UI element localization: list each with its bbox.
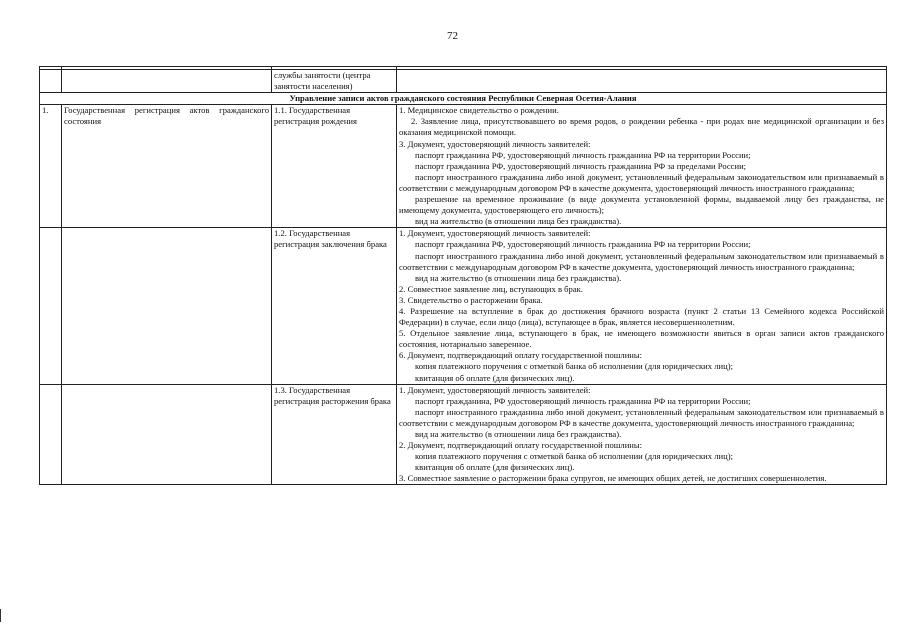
doc-line: вид на жительство (в отношении лица без гражданства). xyxy=(415,429,622,439)
doc-line: 2. Заявление лица, присутствовавшего во время родов, о рождении ребенка - при родах вне медицинской организации и без оказания медицинской помощи. xyxy=(399,116,884,138)
service-name-birth: 1.1. Государственная регистрация рождения xyxy=(272,105,397,228)
doc-line: паспорт гражданина, РФ удостоверяющий личность гражданина РФ на территории России; xyxy=(415,395,751,406)
doc-line: квитанция об оплате (для физических лиц). xyxy=(415,462,575,473)
doc-line: 3. Свидетельство о расторжении брака. xyxy=(399,294,543,305)
row-number: 1. xyxy=(40,105,62,228)
doc-line: 5. Отдельное заявление лица, вступающего в брак, не имеющего возможности явиться в орган записи актов гражданского состояния, нотариально заверенное. xyxy=(399,328,884,350)
doc-line: 3. Совместное заявление о расторжении брака супругов, не имеющих общих детей, не достигших совершеннолетия. xyxy=(399,473,827,484)
page-edge-mark xyxy=(0,609,1,622)
page-number: 72 xyxy=(447,30,458,42)
doc-line: паспорт гражданина РФ, удостоверяющий личность гражданина РФ за пределами России; xyxy=(415,160,747,171)
doc-line: копия платежного поручения с отметкой банка об исполнении (для юридических лиц); xyxy=(415,451,733,462)
doc-line: 1. Документ, удостоверяющий личность заявителей: xyxy=(399,384,591,395)
doc-line: копия платежного поручения с отметкой банка об исполнении (для юридических лиц); xyxy=(415,361,733,372)
documents-marriage xyxy=(397,228,887,384)
table-row-marriage xyxy=(40,228,887,384)
documents-birth xyxy=(397,105,887,228)
table-row-divorce xyxy=(40,384,887,485)
service-group-name: Государственная регистрация актов гражданского состояния xyxy=(62,105,272,228)
doc-line: разрешение на временное проживание (в виде документа установленной формы, выдаваемой лицу без гражданства, не имеющему документа, удостоверяющего его личность); xyxy=(399,194,884,216)
employment-service-cell: службы занятости (центра занятости населения) xyxy=(272,70,397,93)
registry-table xyxy=(39,66,887,485)
documents-divorce xyxy=(397,384,887,485)
doc-line: паспорт иностранного гражданина либо иной документ, установленный федеральным законодательством или признаваемый в соответствии с международным договором РФ в качестве документа, удостоверяющий личность иностранного гражданина; xyxy=(399,406,884,428)
doc-line: 2. Совместное заявление лиц, вступающих в брак. xyxy=(399,283,583,294)
doc-line: 4. Разрешение на вступление в брак до достижения брачного возраста (пункт 2 статьи 13 Семейного кодекса Российской Федерации) в случае, если лицо (лица), вступающее в брак, является несовершеннолетним. xyxy=(399,305,884,328)
table-row-continuation xyxy=(40,70,887,93)
section-header-row xyxy=(40,93,887,105)
doc-line: паспорт иностранного гражданина либо иной документ, установленный федеральным законодательством или признаваемый в соответствии с международным договором РФ в качестве документа, удостоверяющий личность иностранного гражданина; xyxy=(399,250,884,272)
section-title: Управление записи актов гражданского состояния Республики Северная Осетия-Алания xyxy=(40,93,887,105)
doc-line: вид на жительство (в отношении лица без гражданства). xyxy=(415,272,622,283)
service-name-divorce: 1.3. Государственная регистрация расторжения брака xyxy=(272,384,397,485)
doc-line: 6. Документ, подтверждающий оплату государственной пошлины: xyxy=(399,350,643,361)
doc-line: 1. Медицинское свидетельство о рождении. xyxy=(399,105,559,116)
doc-line: 1. Документ, удостоверяющий личность заявителей: xyxy=(399,228,591,239)
service-name-marriage: 1.2. Государственная регистрация заключения брака xyxy=(272,228,397,384)
doc-line: паспорт иностранного гражданина либо иной документ, установленный федеральным законодательством или признаваемый в соответствии с международным договором РФ в качестве документа, удостоверяющий личность иностранного гражданина; xyxy=(399,171,884,193)
doc-line: паспорт гражданина РФ, удостоверяющий личность гражданина РФ на территории России; xyxy=(415,149,751,160)
doc-line: паспорт гражданина РФ, удостоверяющий личность гражданина РФ на территории России; xyxy=(415,239,751,250)
doc-line: вид на жительство (в отношении лица без гражданства). xyxy=(415,216,622,227)
doc-line: 2. Документ, подтверждающий оплату государственной пошлины: xyxy=(399,440,643,451)
table-row-birth xyxy=(40,105,887,228)
doc-line: квитанция об оплате (для физических лиц). xyxy=(415,372,575,383)
doc-line: 3. Документ, удостоверяющий личность заявителей: xyxy=(399,138,591,149)
